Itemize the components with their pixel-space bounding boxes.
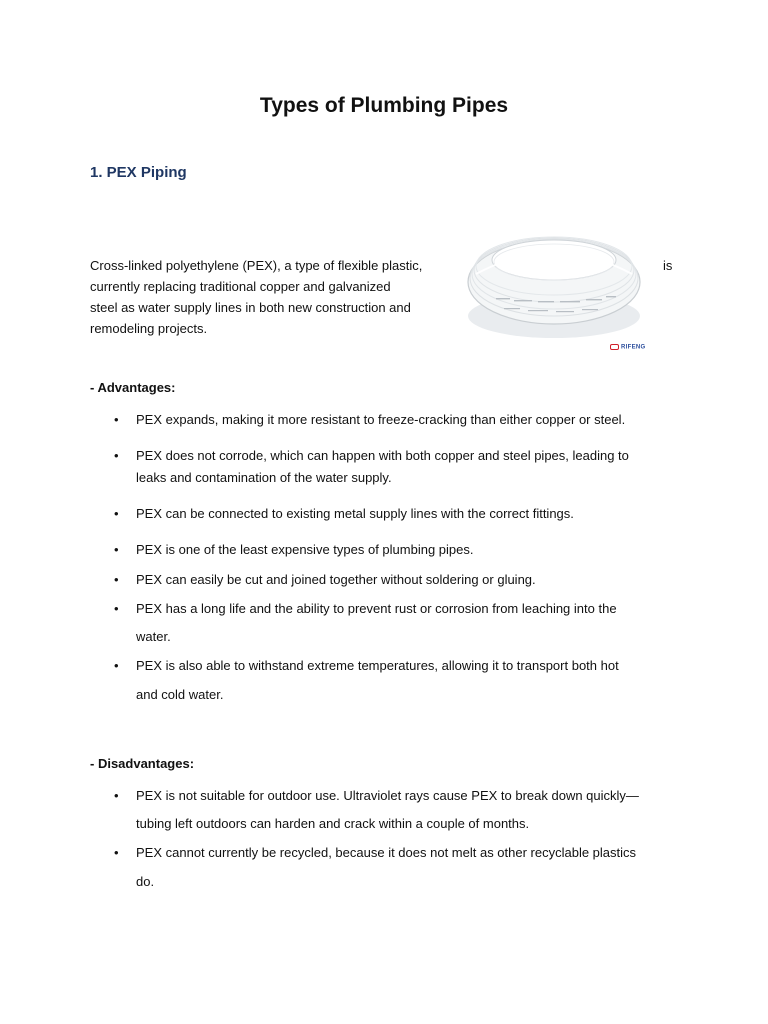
advantage-item: PEX can easily be cut and joined together without soldering or gluing. <box>136 572 536 587</box>
advantage-item-continued: leaks and contamination of the water supply. <box>136 470 392 485</box>
pex-coil-illustration <box>458 212 652 358</box>
bullet-icon: • <box>114 788 119 803</box>
advantage-item: PEX has a long life and the ability to prevent rust or corrosion from leaching into the <box>136 601 617 616</box>
intro-line-2: currently replacing traditional copper and galvanized <box>90 279 391 294</box>
bullet-icon: • <box>114 506 119 521</box>
advantage-item: PEX expands, making it more resistant to freeze-cracking than either copper or steel. <box>136 412 626 427</box>
bullet-icon: • <box>114 658 119 673</box>
brand-logo <box>610 344 645 351</box>
intro-line-1-trailing: is <box>663 258 673 273</box>
bullet-icon: • <box>114 572 119 587</box>
intro-line-4: remodeling projects. <box>90 321 208 336</box>
disadvantage-item: PEX is not suitable for outdoor use. Ultraviolet rays cause PEX to break down quickly— <box>136 788 639 803</box>
bullet-icon: • <box>114 448 119 463</box>
intro-line-1: Cross-linked polyethylene (PEX), a type of flexible plastic, <box>90 258 423 273</box>
disadvantages-label: - Disadvantages: <box>90 756 195 771</box>
bullet-icon: • <box>114 542 119 557</box>
advantage-item: PEX is one of the least expensive types of plumbing pipes. <box>136 542 474 557</box>
advantage-item-continued: water. <box>136 629 171 644</box>
section-heading-pex: 1. PEX Piping <box>90 164 187 181</box>
bullet-icon: • <box>114 412 119 427</box>
advantage-item-continued: and cold water. <box>136 687 224 702</box>
advantage-item: PEX can be connected to existing metal supply lines with the correct fittings. <box>136 506 574 521</box>
advantage-item: PEX is also able to withstand extreme temperatures, allowing it to transport both hot <box>136 658 619 673</box>
intro-line-3: steel as water supply lines in both new construction and <box>90 300 411 315</box>
advantages-label: - Advantages: <box>90 380 176 395</box>
brand-name: RIFENG <box>621 344 646 351</box>
bullet-icon: • <box>114 845 119 860</box>
disadvantage-item: PEX cannot currently be recycled, because it does not melt as other recyclable plastics <box>136 845 637 860</box>
pex-pipe-coil-image <box>458 212 652 358</box>
advantage-item: PEX does not corrode, which can happen with both copper and steel pipes, leading to <box>136 448 629 463</box>
disadvantage-item-continued: tubing left outdoors can harden and crack within a couple of months. <box>136 816 530 831</box>
brand-mark-icon <box>610 344 619 350</box>
page-title: Types of Plumbing Pipes <box>259 94 509 117</box>
disadvantage-item-continued: do. <box>136 874 155 889</box>
bullet-icon: • <box>114 601 119 616</box>
